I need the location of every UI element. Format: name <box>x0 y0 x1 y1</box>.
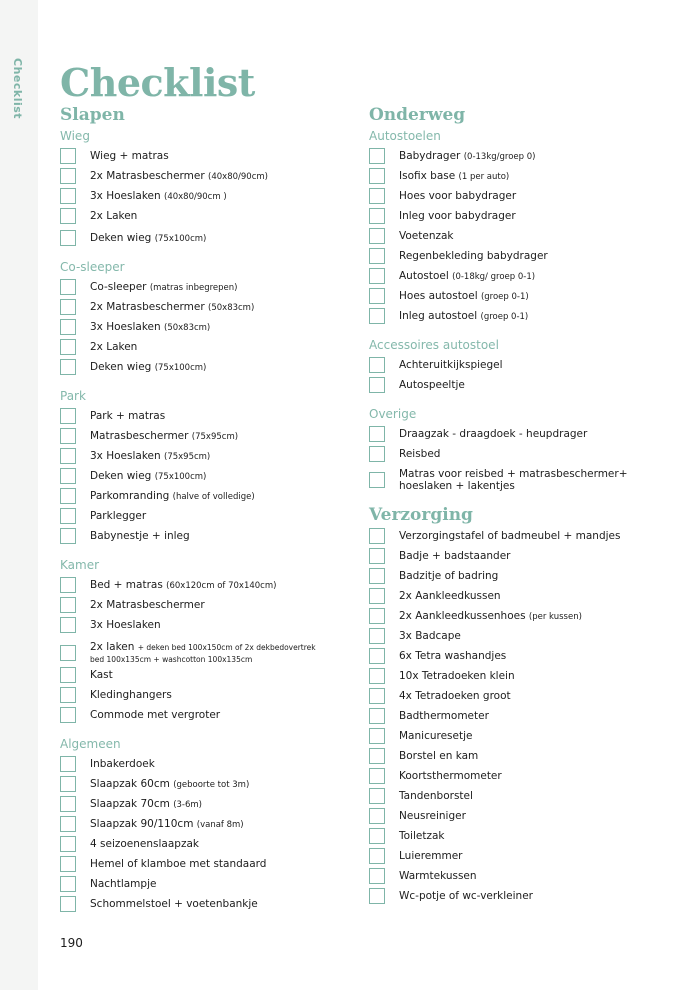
item-text <box>399 670 515 682</box>
item-note: (75x95cm) <box>164 451 211 462</box>
checklist-item[interactable] <box>369 768 679 784</box>
item-label: Borstel en kam <box>399 750 479 762</box>
item-text <box>399 890 533 902</box>
item-text <box>399 190 516 202</box>
checkbox[interactable] <box>369 228 385 244</box>
checkbox[interactable] <box>369 608 385 624</box>
item-note: (per kussen) <box>528 611 582 622</box>
checklist-item[interactable] <box>369 548 679 564</box>
checkbox[interactable] <box>60 876 76 892</box>
item-text <box>399 428 587 440</box>
item-label: Badje + badstaander <box>399 550 511 562</box>
item-label: Inleg voor babydrager <box>399 210 516 222</box>
item-label: Tandenborstel <box>399 790 473 802</box>
item-note: (50x83cm) <box>208 302 255 313</box>
item-text <box>90 758 155 770</box>
item-note: (0-13kg/groep 0) <box>463 151 536 162</box>
checkbox[interactable] <box>369 728 385 744</box>
checklist-item[interactable] <box>369 148 679 164</box>
checkbox[interactable] <box>369 357 385 373</box>
checklist-item[interactable] <box>369 668 679 684</box>
checklist-item[interactable] <box>60 707 350 723</box>
item-text <box>90 838 199 850</box>
checklist-item[interactable] <box>369 688 679 704</box>
checklist-item[interactable] <box>60 148 350 164</box>
item-note: (0-18kg/ groep 0-1) <box>452 271 536 282</box>
item-label: 4x Tetradoeken groot <box>399 690 511 702</box>
item-label: Kast <box>90 669 113 681</box>
item-note: (40x80/90cm ) <box>164 191 227 202</box>
item-text <box>399 810 466 822</box>
section-heading-slapen: Slapen <box>60 105 125 125</box>
checklist-item[interactable] <box>369 888 679 904</box>
item-text <box>399 690 511 702</box>
item-label: 2x laken <box>90 641 135 653</box>
item-text <box>90 341 137 353</box>
checklist-item[interactable] <box>60 208 350 224</box>
item-text <box>90 778 249 791</box>
item-text <box>90 410 165 422</box>
item-label: 3x Hoeslaken <box>90 189 161 202</box>
item-label: 2x Laken <box>90 341 138 353</box>
checklist-item[interactable] <box>60 687 350 703</box>
checklist-item[interactable] <box>369 248 679 264</box>
item-text <box>90 301 254 314</box>
item-label: 2x Aankleedkussenhoes <box>399 609 526 622</box>
item-text <box>399 710 489 722</box>
item-label: Nachtlampje <box>90 878 157 890</box>
checkbox[interactable] <box>60 299 76 315</box>
item-note: (40x80/90cm) <box>208 171 268 182</box>
item-label: Wc-potje of wc-verkleiner <box>399 890 533 902</box>
checklist-item[interactable] <box>369 268 679 284</box>
checklist-item[interactable] <box>60 428 350 444</box>
checkbox[interactable] <box>60 488 76 504</box>
item-text <box>399 550 510 562</box>
checklist-item[interactable] <box>60 408 350 424</box>
checkbox[interactable] <box>60 756 76 772</box>
item-text <box>399 870 477 882</box>
checkbox[interactable] <box>369 377 385 393</box>
checkbox[interactable] <box>60 597 76 613</box>
checklist-item[interactable] <box>369 308 679 324</box>
item-label: 2x Matrasbeschermer <box>90 599 205 611</box>
item-text <box>90 619 161 631</box>
item-label: Inbakerdoek <box>90 758 155 770</box>
checklist-item[interactable] <box>60 488 350 504</box>
subsection-heading: Accessoires autostoel <box>369 338 499 352</box>
checklist-item[interactable] <box>60 856 350 872</box>
item-text <box>90 430 238 443</box>
checkbox[interactable] <box>60 667 76 683</box>
item-text <box>399 210 516 222</box>
item-text <box>399 530 620 542</box>
checklist-item[interactable] <box>60 279 350 295</box>
item-text <box>90 232 206 245</box>
checkbox[interactable] <box>369 568 385 584</box>
item-note: (3-6m) <box>173 799 202 810</box>
checklist-item[interactable] <box>369 208 679 224</box>
item-text <box>399 830 445 842</box>
checkbox[interactable] <box>369 188 385 204</box>
subsection-heading: Park <box>60 389 86 403</box>
item-label: Slaapzak 70cm <box>90 797 170 810</box>
checkbox[interactable] <box>369 248 385 264</box>
checkbox[interactable] <box>369 748 385 764</box>
item-note: (50x83cm) <box>164 322 211 333</box>
checklist-item[interactable] <box>60 756 350 772</box>
checkbox[interactable] <box>369 148 385 164</box>
subsection-heading: Algemeen <box>60 737 121 751</box>
side-tab-label: Checklist <box>11 58 24 120</box>
item-label: Hoes voor babydrager <box>399 190 517 202</box>
item-text <box>399 650 506 662</box>
item-label: Isofix base <box>399 169 456 182</box>
subsection-heading: Wieg <box>60 129 90 143</box>
checkbox[interactable] <box>60 896 76 912</box>
item-label: Wieg + matras <box>90 150 169 162</box>
item-text <box>399 290 529 303</box>
item-text <box>399 150 535 163</box>
item-text <box>90 689 172 701</box>
item-text <box>90 150 169 162</box>
checkbox[interactable] <box>60 188 76 204</box>
checkbox[interactable] <box>60 448 76 464</box>
page-number: 190 <box>60 936 83 950</box>
subsection-heading: Kamer <box>60 558 100 572</box>
item-text <box>399 770 502 782</box>
item-label: Deken wieg <box>90 360 152 373</box>
item-text <box>399 850 462 862</box>
item-label: Deken wieg <box>90 231 152 244</box>
checkbox[interactable] <box>369 426 385 442</box>
item-note-line2: bed 100x135cm + washcotton 100x135cm <box>90 655 253 664</box>
checklist-item[interactable] <box>369 188 679 204</box>
checkbox[interactable] <box>60 776 76 792</box>
checkbox[interactable] <box>369 828 385 844</box>
item-label: Slaapzak 90/110cm <box>90 817 194 830</box>
checkbox[interactable] <box>369 868 385 884</box>
checkbox[interactable] <box>60 508 76 524</box>
item-text <box>90 858 266 870</box>
item-label: Toiletzak <box>399 830 445 842</box>
item-text <box>90 530 190 542</box>
checkbox[interactable] <box>369 588 385 604</box>
item-label: Hoes autostoel <box>399 289 478 302</box>
item-note: (75x95cm) <box>191 431 239 442</box>
checklist-item[interactable] <box>60 339 350 355</box>
item-label: Matras voor reisbed + matrasbeschermer+ hoeslaken + lakentjes <box>399 468 628 492</box>
checkbox[interactable] <box>60 168 76 184</box>
item-label: 10x Tetradoeken klein <box>399 670 515 682</box>
checkbox[interactable] <box>60 617 76 633</box>
checkbox[interactable] <box>369 268 385 284</box>
item-text <box>399 610 582 623</box>
item-text <box>399 359 503 371</box>
checkbox[interactable] <box>369 446 385 462</box>
checkbox[interactable] <box>60 148 76 164</box>
checkbox[interactable] <box>60 796 76 812</box>
checklist-item[interactable] <box>60 796 350 812</box>
item-text <box>399 448 440 460</box>
checkbox[interactable] <box>369 668 385 684</box>
checkbox[interactable] <box>369 548 385 564</box>
item-note: (60x120cm of 70x140cm) <box>166 580 277 591</box>
checklist-item[interactable] <box>369 608 679 624</box>
item-note: (groep 0-1) <box>480 291 529 302</box>
page-title: Checklist <box>60 60 255 105</box>
item-note: (75x100cm) <box>154 471 207 482</box>
checklist-item[interactable] <box>369 828 679 844</box>
item-label: Commode met vergroter <box>90 709 221 721</box>
item-label: Inleg autostoel <box>399 309 478 322</box>
checkbox[interactable] <box>369 168 385 184</box>
item-text <box>399 630 461 642</box>
item-label: Badthermometer <box>399 710 489 722</box>
checklist-item[interactable] <box>369 168 679 184</box>
item-text <box>399 468 629 492</box>
item-text <box>90 599 205 611</box>
checkbox[interactable] <box>369 788 385 804</box>
checklist-item[interactable] <box>60 577 350 593</box>
item-text <box>90 818 244 831</box>
item-text <box>90 321 210 334</box>
item-text <box>90 641 316 664</box>
item-label: Bed + matras <box>90 578 163 591</box>
item-label: 3x Badcape <box>399 630 461 642</box>
checkbox[interactable] <box>60 230 76 246</box>
checklist-item[interactable] <box>369 808 679 824</box>
item-text <box>399 310 528 323</box>
checklist-item[interactable] <box>369 868 679 884</box>
checklist-item[interactable] <box>60 876 350 892</box>
item-label: Reisbed <box>399 448 441 460</box>
checklist-item[interactable] <box>369 568 679 584</box>
item-text <box>90 361 206 374</box>
item-label: Warmtekussen <box>399 870 477 882</box>
item-label: Hemel of klamboe met standaard <box>90 858 267 870</box>
item-text <box>90 281 237 294</box>
item-label: Luieremmer <box>399 850 463 862</box>
checkbox[interactable] <box>369 768 385 784</box>
checkbox[interactable] <box>369 688 385 704</box>
item-label: Deken wieg <box>90 469 152 482</box>
item-label: Slaapzak 60cm <box>90 777 170 790</box>
checklist-item[interactable] <box>60 359 350 375</box>
checklist-item[interactable] <box>369 648 679 664</box>
item-label: Manicuresetje <box>399 730 473 742</box>
checkbox[interactable] <box>60 279 76 295</box>
checklist-item[interactable] <box>369 288 679 304</box>
item-text <box>399 790 473 802</box>
checkbox[interactable] <box>60 359 76 375</box>
item-text <box>90 470 206 483</box>
item-note: (75x100cm) <box>154 233 207 244</box>
checklist-item[interactable] <box>369 628 679 644</box>
side-strip <box>0 0 38 990</box>
checklist-item[interactable] <box>369 446 679 462</box>
checklist-item[interactable] <box>369 377 679 393</box>
item-text <box>399 590 501 602</box>
item-label: Badzitje of badring <box>399 570 499 582</box>
checkbox[interactable] <box>60 339 76 355</box>
item-text <box>90 579 276 592</box>
item-note: (geboorte tot 3m) <box>173 779 250 790</box>
checkbox[interactable] <box>369 208 385 224</box>
item-text <box>399 750 478 762</box>
item-label: Babynestje + inleg <box>90 530 190 542</box>
checkbox[interactable] <box>60 428 76 444</box>
checklist-item[interactable] <box>369 848 679 864</box>
item-label: Koortsthermometer <box>399 770 502 782</box>
item-note: (1 per auto) <box>458 171 510 182</box>
item-label: Schommelstoel + voetenbankje <box>90 898 258 910</box>
item-text <box>90 510 146 522</box>
checklist-item[interactable] <box>60 168 350 184</box>
item-text <box>399 170 509 183</box>
item-label: Co-sleeper <box>90 280 147 293</box>
checklist-item[interactable] <box>369 468 679 492</box>
item-label: Verzorgingstafel of badmeubel + mandjes <box>399 530 621 542</box>
item-text <box>90 190 227 203</box>
checkbox[interactable] <box>369 708 385 724</box>
item-label: Regenbekleding babydrager <box>399 250 548 262</box>
item-note: (halve of volledige) <box>172 491 255 502</box>
item-label: Parklegger <box>90 510 147 522</box>
item-text <box>90 709 220 721</box>
item-text <box>90 898 258 910</box>
subsection-heading: Overige <box>369 407 417 421</box>
checkbox[interactable] <box>60 408 76 424</box>
subsection-heading: Co-sleeper <box>60 260 125 274</box>
checklist-item[interactable] <box>369 357 679 373</box>
checkbox[interactable] <box>369 308 385 324</box>
checklist-item[interactable] <box>60 776 350 792</box>
checklist-item[interactable] <box>369 426 679 442</box>
checklist-item[interactable] <box>60 641 350 664</box>
item-label: 6x Tetra washandjes <box>399 650 507 662</box>
checklist-item[interactable] <box>60 230 350 246</box>
item-note: (75x100cm) <box>154 362 207 373</box>
section-heading-onderweg: Onderweg <box>369 105 466 125</box>
item-note: (groep 0-1) <box>480 311 529 322</box>
item-note: (matras inbegrepen) <box>149 282 238 293</box>
item-text <box>90 490 255 503</box>
item-label: Autostoel <box>399 269 449 282</box>
item-label: Park + matras <box>90 410 166 422</box>
checklist-item[interactable] <box>369 788 679 804</box>
checklist-item[interactable] <box>369 748 679 764</box>
item-label: 2x Matrasbeschermer <box>90 169 205 182</box>
item-label: 2x Aankleedkussen <box>399 590 501 602</box>
checklist-item[interactable] <box>60 468 350 484</box>
checklist-item[interactable] <box>60 896 350 912</box>
item-label: Parkomranding <box>90 489 170 502</box>
item-text <box>90 170 268 183</box>
item-label: 4 seizoenenslaapzak <box>90 838 199 850</box>
checklist-item[interactable] <box>60 836 350 852</box>
item-text <box>90 798 202 811</box>
checkbox[interactable] <box>60 645 76 661</box>
checkbox[interactable] <box>60 836 76 852</box>
item-label: Neusreiniger <box>399 810 466 822</box>
checklist-item[interactable] <box>60 188 350 204</box>
checklist-item[interactable] <box>369 588 679 604</box>
checkbox[interactable] <box>369 628 385 644</box>
subsection-heading: Autostoelen <box>369 129 441 143</box>
item-text <box>90 210 137 222</box>
checkbox[interactable] <box>60 577 76 593</box>
section-heading-verzorging: Verzorging <box>369 505 473 525</box>
item-label: Voetenzak <box>399 230 454 242</box>
checkbox[interactable] <box>60 816 76 832</box>
checklist-item[interactable] <box>60 299 350 315</box>
item-text <box>399 270 535 283</box>
checklist-item[interactable] <box>369 708 679 724</box>
item-text <box>90 669 113 681</box>
checkbox[interactable] <box>60 687 76 703</box>
checklist-item[interactable] <box>60 667 350 683</box>
checklist-item[interactable] <box>369 528 679 544</box>
checkbox[interactable] <box>369 808 385 824</box>
checklist-item[interactable] <box>369 228 679 244</box>
checkbox[interactable] <box>60 528 76 544</box>
checkbox[interactable] <box>60 707 76 723</box>
item-label: Achteruitkijkspiegel <box>399 359 503 371</box>
item-label: Autospeeltje <box>399 379 465 391</box>
item-text <box>399 379 465 391</box>
checklist-item[interactable] <box>60 597 350 613</box>
checkbox[interactable] <box>369 848 385 864</box>
item-label: Kledinghangers <box>90 689 172 701</box>
checklist-item[interactable] <box>60 617 350 633</box>
checkbox[interactable] <box>60 319 76 335</box>
checkbox[interactable] <box>369 528 385 544</box>
checkbox[interactable] <box>60 856 76 872</box>
item-label: Draagzak - draagdoek - heupdrager <box>399 428 588 440</box>
checkbox[interactable] <box>369 288 385 304</box>
item-text <box>399 570 498 582</box>
checklist-item[interactable] <box>60 816 350 832</box>
checkbox[interactable] <box>60 208 76 224</box>
checkbox[interactable] <box>369 648 385 664</box>
item-label: 3x Hoeslaken <box>90 320 161 333</box>
item-note: (vanaf 8m) <box>196 819 244 830</box>
checklist-item[interactable] <box>369 728 679 744</box>
checklist-item[interactable] <box>60 319 350 335</box>
checkbox[interactable] <box>369 472 385 488</box>
checkbox[interactable] <box>369 888 385 904</box>
item-note: + deken bed 100x150cm of 2x dekbedovertrek <box>137 643 316 652</box>
item-text <box>90 450 210 463</box>
item-label: Matrasbeschermer <box>90 429 189 442</box>
item-text <box>399 250 548 262</box>
item-label: 3x Hoeslaken <box>90 619 161 631</box>
checklist-item[interactable] <box>60 448 350 464</box>
item-label: 2x Laken <box>90 210 138 222</box>
item-text <box>399 230 454 242</box>
item-label: 3x Hoeslaken <box>90 449 161 462</box>
item-label: 2x Matrasbeschermer <box>90 300 205 313</box>
item-text <box>399 730 472 742</box>
item-label: Babydrager <box>399 149 461 162</box>
checklist-item[interactable] <box>60 508 350 524</box>
checklist-item[interactable] <box>60 528 350 544</box>
checkbox[interactable] <box>60 468 76 484</box>
item-text <box>90 878 156 890</box>
